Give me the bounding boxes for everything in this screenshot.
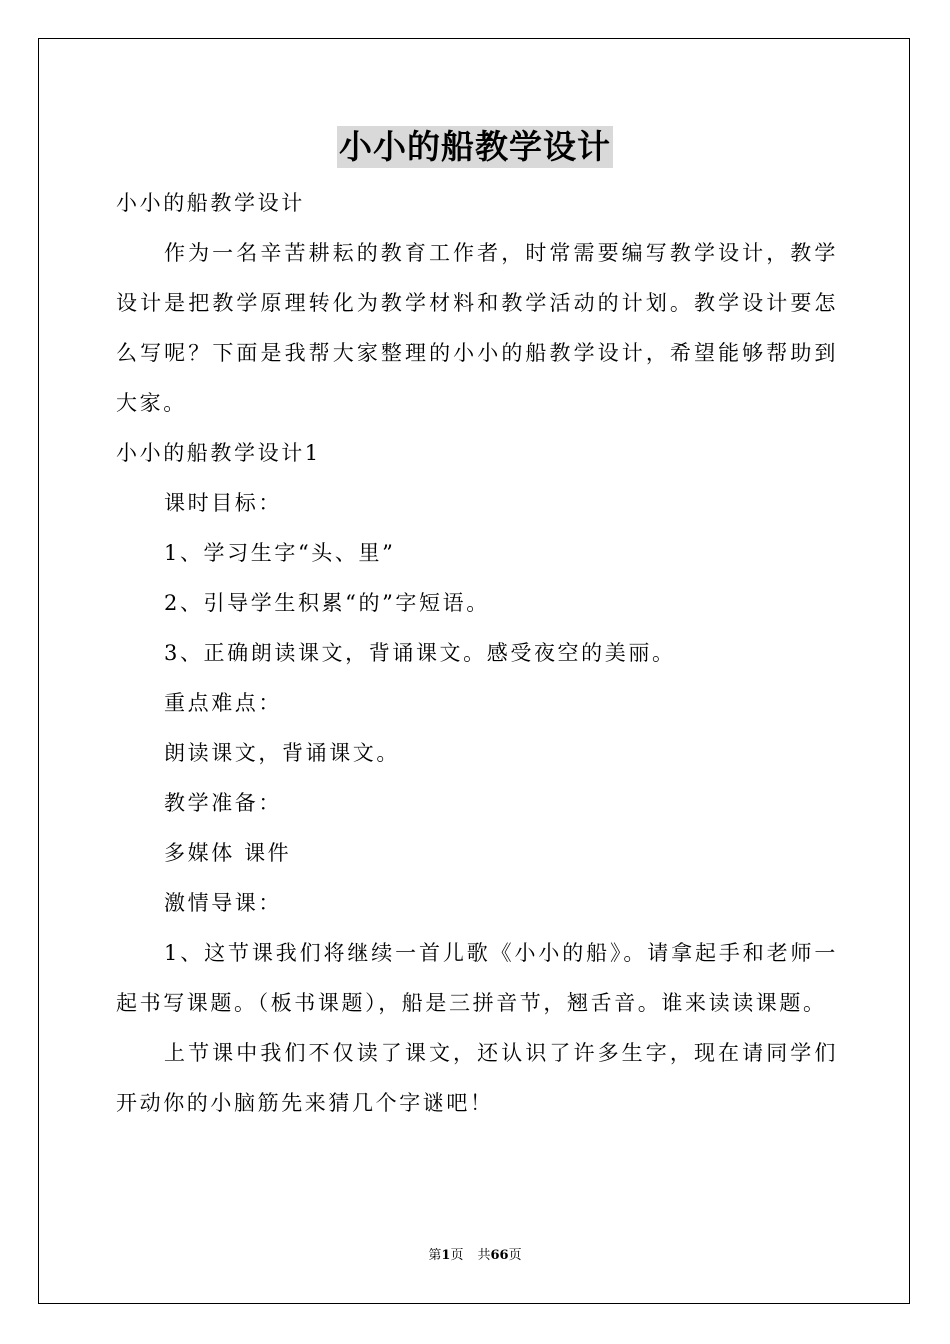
page-label-prefix: 第 <box>428 1248 442 1263</box>
total-label-suffix: 页 <box>508 1248 522 1263</box>
page-number: 1 <box>441 1248 451 1263</box>
title-container <box>0 126 950 168</box>
page-label-suffix: 页 <box>450 1248 464 1263</box>
paragraph: 作为一名辛苦耕耘的教育工作者，时常需要编写教学设计，教学设计是把教学原理转化为教学材料和教学活动的计划。教学设计要怎么写呢？下面是我帮大家整理的小小的船教学设计，希望能够帮助到大家。 <box>116 241 838 415</box>
total-label-prefix: 共 <box>477 1248 491 1263</box>
page-footer <box>0 1247 950 1265</box>
document-body <box>116 178 838 1128</box>
paragraph: 3、正确朗读课文，背诵课文。感受夜空的美丽。 <box>164 641 676 665</box>
total-pages: 66 <box>490 1248 509 1263</box>
paragraph: 上节课中我们不仅读了课文，还认识了许多生字，现在请同学们开动你的小脑筋先来猜几个字谜吧！ <box>116 1041 838 1115</box>
paragraph: 1、学习生字“头、里” <box>164 541 396 565</box>
paragraph: 重点难点： <box>164 691 282 715</box>
paragraph: 激情导课： <box>164 891 282 915</box>
document-title: 小小的船教学设计 <box>339 127 611 166</box>
paragraph: 朗读课文，背诵课文。 <box>164 741 400 765</box>
paragraph: 1、这节课我们将继续一首儿歌《小小的船》。请拿起手和老师一起书写课题。（板书课题），船是三拼音节，翘舌音。谁来读读课题。 <box>116 941 838 1015</box>
paragraph: 小小的船教学设计 <box>116 191 305 215</box>
paragraph: 2、引导学生积累“的”字短语。 <box>164 591 490 615</box>
paragraph: 多媒体 课件 <box>164 841 292 865</box>
paragraph: 教学准备： <box>164 791 282 815</box>
paragraph: 课时目标： <box>164 491 282 515</box>
paragraph: 小小的船教学设计1 <box>116 441 321 465</box>
